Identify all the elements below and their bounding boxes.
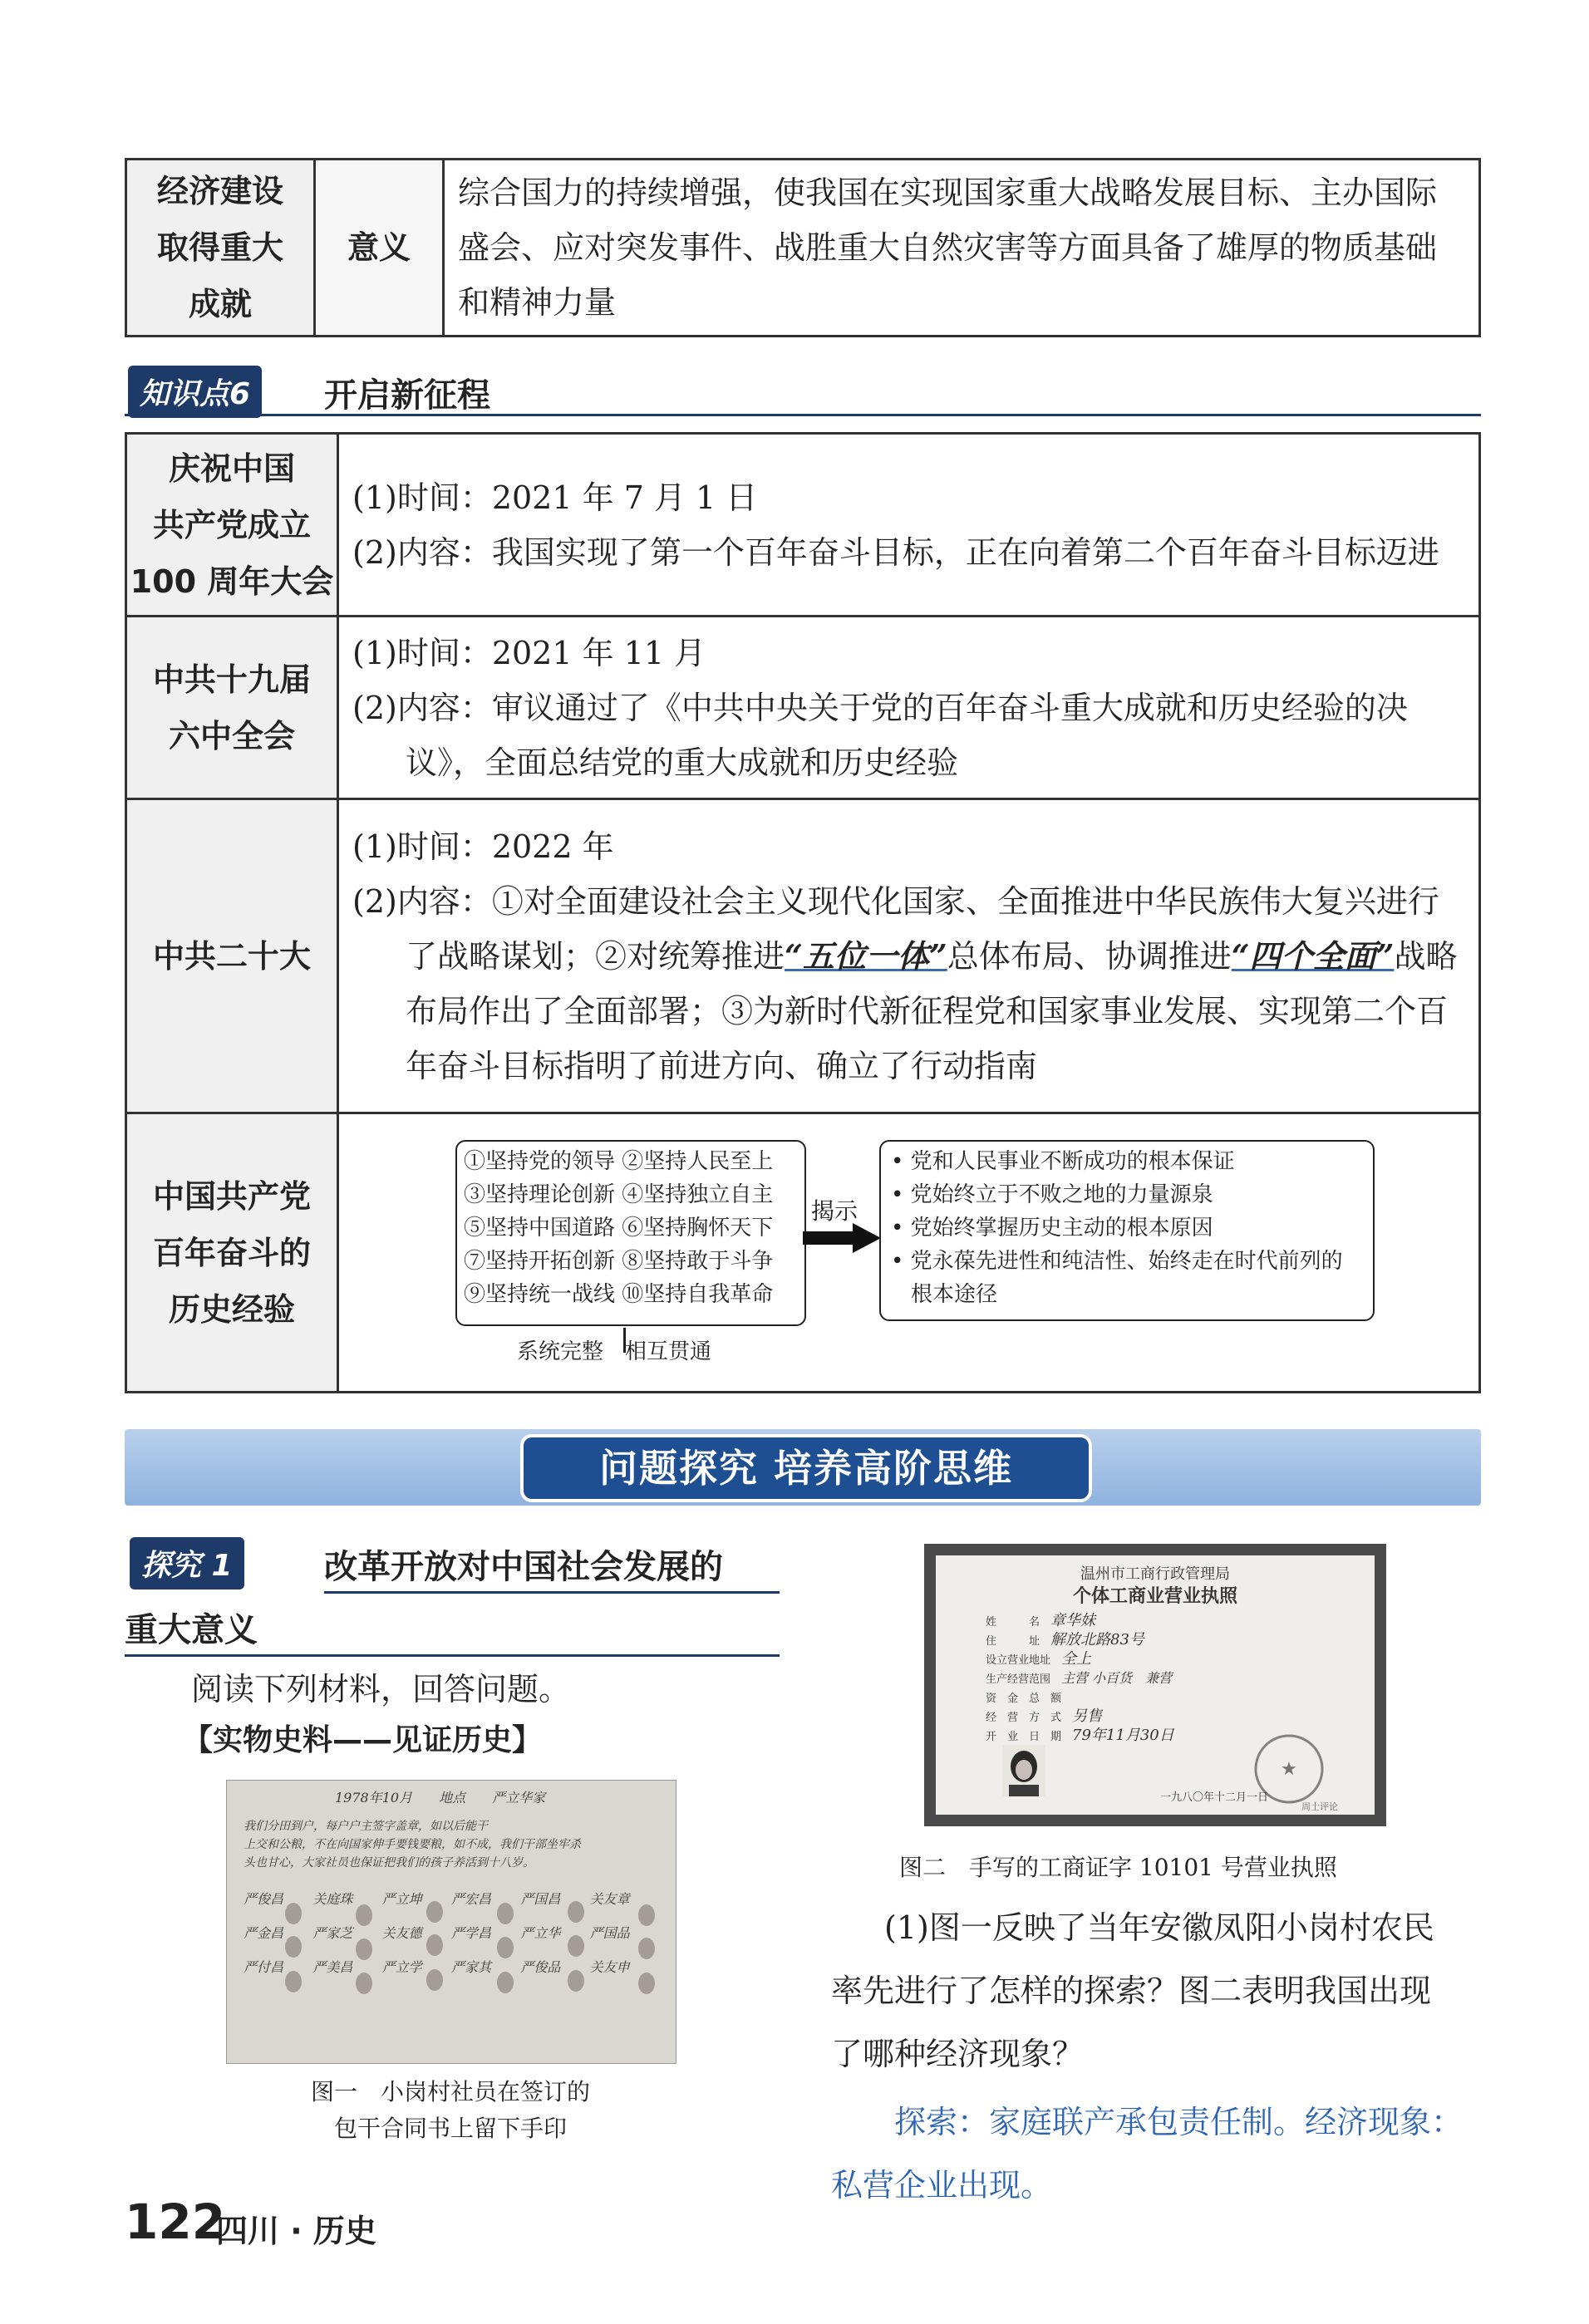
field-value: 另售: [1072, 1707, 1103, 1725]
license-field: [986, 1707, 1351, 1727]
signature: 严立坤: [381, 1891, 422, 1907]
signature: 严国品: [589, 1925, 630, 1941]
table1-sub: 意义: [315, 160, 444, 337]
table1-header: [126, 160, 315, 337]
row1-content: [338, 434, 1480, 617]
explore-title-line2: 重大意义: [125, 1604, 780, 1657]
explore-badge: 探究 1: [130, 1537, 244, 1589]
signature: 关友申: [589, 1959, 630, 1975]
signature: 严家其: [451, 1959, 492, 1975]
license-org: 温州市工商行政管理局: [1080, 1565, 1230, 1583]
row1-header: [126, 434, 338, 617]
row3-line: 年奋斗目标指明了前进方向、确立了行动指南: [406, 1047, 1038, 1084]
question-1: [831, 1896, 1488, 2086]
signature: 关庭珠: [312, 1891, 353, 1907]
table1-header-line: 成就: [188, 286, 252, 322]
row3-line: (2)内容：①对全面建设社会主义现代化国家、全面推进中华民族伟大复兴进行: [352, 882, 1439, 920]
field-value: 全上: [1061, 1650, 1092, 1668]
intro-text: 阅读下列材料，回答问题。: [191, 1671, 571, 1707]
row2-header: [126, 617, 338, 799]
license-fields: [986, 1612, 1351, 1746]
row2-line: (2)内容：审议通过了《中共中央关于党的百年奋斗重大成就和历史经验的决: [352, 689, 1408, 726]
contract-photo: [226, 1780, 676, 2064]
license-field: [986, 1650, 1351, 1669]
field-label: 生产经营范围: [986, 1673, 1051, 1686]
kp6-heading: [125, 366, 1481, 416]
row4-header: [126, 1113, 338, 1393]
answer-1: [831, 2091, 1488, 2217]
row3-content: [338, 799, 1480, 1113]
signature: 严家芝: [312, 1925, 353, 1941]
page-number: 122: [125, 2194, 226, 2250]
row3-text: 了战略谋划；②对统筹推进: [406, 937, 785, 975]
row3-line: (1)时间：2022 年: [352, 828, 614, 865]
field-label: 资 金 总 额: [986, 1693, 1062, 1705]
field-label: 姓 名: [986, 1616, 1040, 1629]
signature: 严美昌: [312, 1959, 353, 1975]
fingerprints-icon: [227, 1781, 676, 2063]
significance-line: • 党永葆先进性和纯洁性、始终走在时代前列的: [891, 1249, 1343, 1274]
field-value: 79年11月30日: [1072, 1727, 1174, 1744]
achievement-table: [125, 158, 1481, 337]
question-line: (1)图一反映了当年安徽凤阳小岗村农民: [884, 1909, 1434, 1946]
fig1-caption-line: 包干合同书上留下手印: [333, 2115, 567, 2142]
row2-line: (1)时间：2021 年 11 月: [352, 634, 706, 671]
table1-header-line: 经济建设: [156, 173, 283, 209]
license-field: [986, 1688, 1351, 1707]
signature: 严国昌: [520, 1891, 561, 1907]
principle-line: ⑦坚持开拓创新 ⑧坚持敢于斗争: [464, 1249, 774, 1274]
fig1-caption: [226, 2074, 675, 2147]
field-value: 主营 小百货 兼营: [1061, 1670, 1173, 1686]
principle-line: ⑨坚持统一战线 ⑩坚持自我革命: [464, 1282, 774, 1307]
table1-content-line: 盛会、应对突发事件、战胜重大自然灾害等方面具备了雄厚的物质基础: [458, 229, 1438, 266]
explore-heading: [125, 1537, 781, 1649]
signature: 严俊昌: [244, 1891, 284, 1907]
contract-line: 上交和公粮，不在向国家伸手要钱要粮，如不成，我们干部坐牢杀: [244, 1838, 581, 1851]
row2-header-line: 中共十九届: [152, 661, 311, 698]
row1-line: (2)内容：我国实现了第一个百年奋斗目标，正在向着第二个百年奋斗目标迈进: [352, 533, 1439, 571]
row3-line: 布局作出了全面部署；③为新时代新征程党和国家事业发展、实现第二个百: [406, 992, 1449, 1029]
field-label: 经 营 方 式: [986, 1712, 1062, 1724]
license-date: 一九八〇年十二月一日: [1160, 1791, 1269, 1804]
kp6-title: 开启新征程: [324, 376, 490, 415]
table1-content-line: 和精神力量: [458, 284, 617, 321]
row4-header-line: 历史经验: [168, 1290, 295, 1328]
field-value: 解放北路83号: [1050, 1631, 1144, 1648]
row1-header-line: 庆祝中国: [168, 450, 295, 487]
signature: 严立学: [381, 1959, 422, 1975]
license-watermark: 周士评论: [1301, 1801, 1338, 1812]
row2-header-line: 六中全会: [168, 717, 295, 754]
row3-text: 总体布局、协调推进: [947, 937, 1232, 975]
field-label: 设立营业地址: [986, 1654, 1051, 1667]
contract-line: 我们分田到户，每户户主签字盖章，如以后能干: [244, 1820, 488, 1833]
row3-line: [352, 929, 1467, 984]
contract-line: 头也甘心，大家社员也保证把我们的孩子养活到十八岁。: [244, 1856, 534, 1870]
four-comprehensives-highlight: “四个全面”: [1231, 936, 1395, 975]
signature: 严宏昌: [451, 1891, 492, 1907]
row3-header: [126, 799, 338, 1113]
question-line: 率先进行了怎样的探索？图二表明我国出现: [831, 1973, 1432, 2009]
row2-content: [338, 617, 1480, 799]
table1-content: [444, 160, 1480, 337]
five-in-one-highlight: “五位一体”: [785, 936, 947, 975]
row1-header-line: 100 周年大会: [130, 563, 334, 600]
row3-header-line: 中共二十大: [152, 937, 311, 975]
answer-line: 私营企业出现。: [831, 2167, 1053, 2204]
row3-text: 战略: [1394, 937, 1458, 975]
significance-line: 根本途径: [911, 1282, 998, 1307]
signature: 关友章: [589, 1891, 630, 1907]
principle-line: ③坚持理论创新 ④坚持独立自主: [464, 1182, 774, 1207]
table1-header-line: 取得重大: [156, 229, 283, 266]
license-field: [986, 1669, 1351, 1688]
row2-line: 议》，全面总结党的重大成就和历史经验: [406, 744, 959, 781]
section-banner: [125, 1429, 1481, 1506]
reveal-label: 揭示: [811, 1197, 858, 1225]
material-label: 【实物史料——见证历史】: [183, 1723, 543, 1757]
license-photo: [924, 1544, 1386, 1826]
row4-header-line: 中国共产党: [152, 1177, 311, 1215]
license-field: [986, 1631, 1351, 1650]
signature: 严付昌: [244, 1959, 284, 1975]
svg-text:★: ★: [1281, 1759, 1297, 1780]
kp6-badge: 知识点6: [128, 366, 262, 418]
arrow-icon: [803, 1221, 883, 1255]
table1-content-line: 综合国力的持续增强，使我国在实现国家重大战略发展目标、主办国际: [458, 174, 1438, 211]
principle-line: ⑤坚持中国道路 ⑥坚持胸怀天下: [464, 1216, 774, 1241]
field-label: 住 址: [986, 1635, 1040, 1648]
explore-title-line1: 改革开放对中国社会发展的: [324, 1540, 780, 1594]
answer-line: 探索：家庭联产承包责任制。经济现象：: [894, 2104, 1464, 2140]
banner-title: 问题探究 培养高阶思维: [520, 1434, 1092, 1502]
signature: 严金昌: [244, 1925, 284, 1941]
fig2-caption: 图二 手写的工商证字 10101 号营业执照: [899, 1854, 1337, 1881]
principles-box: [455, 1140, 806, 1326]
significance-line: • 党始终立于不败之地的力量源泉: [891, 1182, 1213, 1207]
significance-box: [879, 1140, 1375, 1321]
license-title: 个体工商业营业执照: [1072, 1585, 1237, 1607]
question-line: 了哪种经济现象？: [831, 2036, 1085, 2072]
significance-line: • 党和人民事业不断成功的根本保证: [891, 1149, 1235, 1174]
row1-line: (1)时间：2021 年 7 月 1 日: [352, 479, 758, 516]
field-label: 开 业 日 期: [986, 1731, 1062, 1743]
license-field: [986, 1612, 1351, 1631]
portrait-photo: [1002, 1745, 1045, 1796]
fig1-caption-line: 图一 小岗村社员在签订的: [310, 2078, 590, 2105]
signature: 关友德: [381, 1925, 422, 1941]
field-value: 章华妹: [1050, 1612, 1096, 1629]
row4-header-line: 百年奋斗的: [152, 1234, 311, 1271]
signature: 严学昌: [451, 1925, 492, 1941]
license-paper: [936, 1555, 1375, 1815]
significance-line: • 党始终掌握历史主动的根本原因: [891, 1216, 1213, 1241]
signature: 严立华: [520, 1925, 561, 1941]
bottom-note: 系统完整 相互贯通: [517, 1339, 712, 1364]
row1-header-line: 共产党成立: [152, 506, 311, 543]
book-label: 四川 · 历史: [216, 2213, 376, 2249]
contract-header: 1978年10月 地点 严立华家: [335, 1790, 546, 1806]
principle-line: ①坚持党的领导 ②坚持人民至上: [464, 1149, 774, 1174]
signature: 严俊品: [520, 1959, 561, 1975]
